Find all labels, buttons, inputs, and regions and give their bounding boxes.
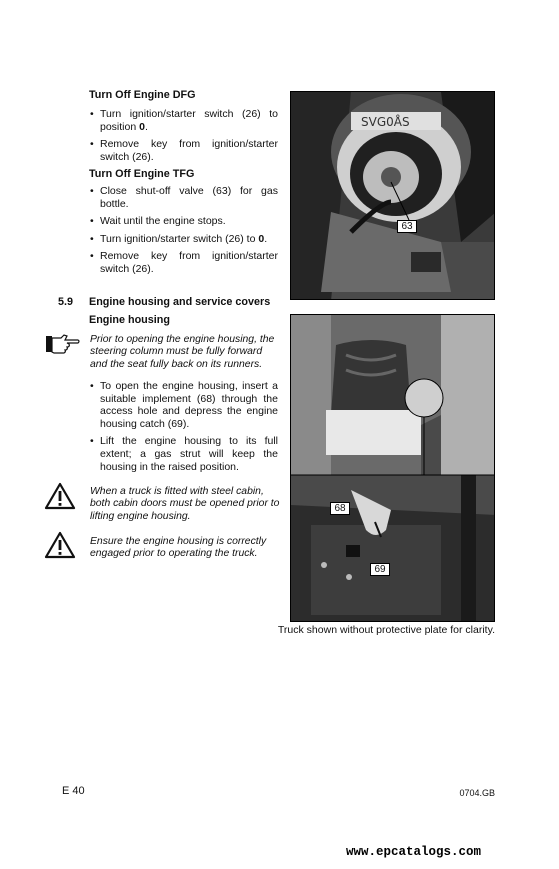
list-item: • Remove key from ignition/starter switch (26). (90, 138, 278, 163)
tfg-heading: Turn Off Engine TFG (89, 168, 195, 180)
pointing-hand-icon (45, 333, 81, 355)
dfg-heading: Turn Off Engine DFG (89, 89, 196, 101)
warning-note-2: Ensure the engine housing is correctly engaged prior to operating the truck. (90, 536, 267, 560)
warning-note-1: When a truck is fitted with steel cabin, both cabin doors must be opened prior to lifting engine housing. (90, 486, 280, 522)
warning-triangle-icon (44, 482, 76, 510)
section-number: 5.9 (58, 296, 74, 308)
hand-note: Prior to opening the engine housing, the steering column must be fully forward and the seat fully back on its runners. (90, 334, 275, 370)
watermark-url[interactable]: www.epcatalogs.com (346, 845, 482, 859)
dfg-list (90, 108, 278, 168)
section-subtitle: Engine housing (89, 314, 170, 326)
list-item: • Close shut-off valve (63) for gas bottle. (90, 185, 278, 210)
callout-63: 63 (397, 220, 417, 233)
list-item: • To open the engine housing, insert a suitable implement (68) through the access hole and depress the engine housing catch (69). (90, 380, 278, 430)
callout-68: 68 (330, 502, 350, 515)
section-title: Engine housing and service covers (89, 296, 271, 308)
engine-housing-photo (290, 314, 495, 622)
svg-text:SVG0ÅS: SVG0ÅS (361, 115, 410, 129)
housing-list (90, 380, 278, 478)
list-item: • Wait until the engine stops. (90, 215, 278, 228)
list-item: • Turn ignition/starter switch (26) to position 0. (90, 108, 278, 133)
page-number: E 40 (62, 785, 85, 797)
photo-caption: Truck shown without protective plate for clarity. (277, 624, 495, 636)
warning-triangle-icon (44, 531, 76, 559)
list-item: • Remove key from ignition/starter switch (26). (90, 250, 278, 275)
tfg-list (90, 185, 278, 281)
callout-69: 69 (370, 563, 390, 576)
list-item: • Turn ignition/starter switch (26) to 0. (90, 233, 278, 246)
document-code: 0704.GB (459, 788, 495, 798)
list-item: • Lift the engine housing to its full extent; a gas strut will keep the housing in the raised position. (90, 435, 278, 473)
gas-valve-photo (290, 91, 495, 300)
